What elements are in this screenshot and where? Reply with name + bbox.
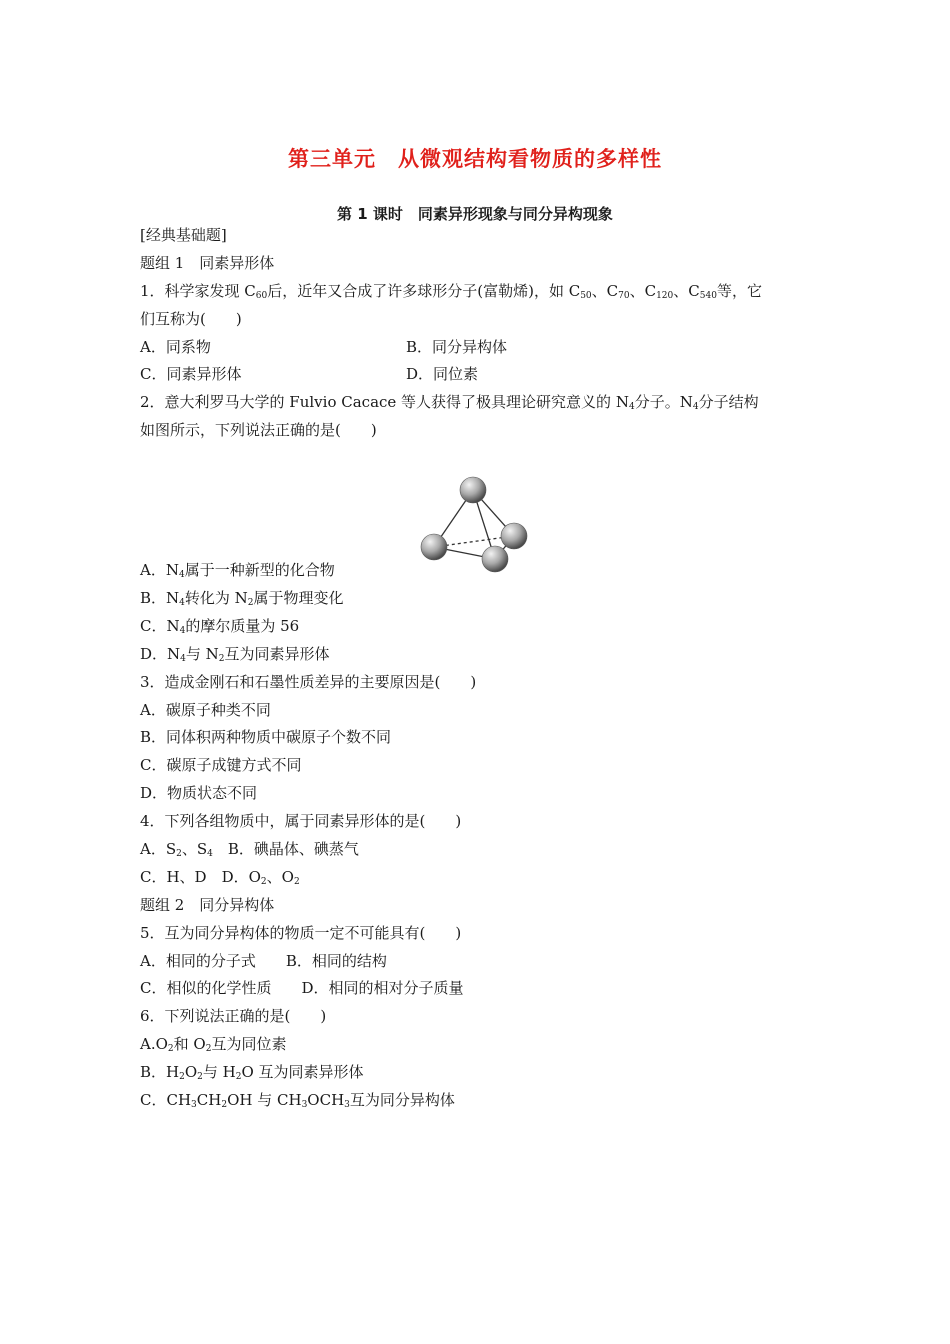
question-6-option-a: $A.O_2$和 $O_2$互为同位素 <box>140 1035 287 1055</box>
question-1-stem: 1．科学家发现 $C_{60}$后，近年又合成了许多球形分子(富勒烯)，如 $C_{50}$、$C_{70}$、$C_{120}$、$C_{540}$等，它 <box>140 281 762 301</box>
question-3-option-b: B．同体积两种物质中碳原子个数不同 <box>140 728 392 747</box>
atom-right <box>501 523 527 549</box>
question-6-stem: 6．下列说法正确的是( ) <box>140 1007 327 1026</box>
option-a: A．同系物 <box>140 337 211 356</box>
question-2-stem: 2．意大利罗马大学的 Fulvio Cacace 等人获得了极具理论研究意义的 $N_4$分子。$N_4$分子结构 <box>140 393 759 413</box>
atom-front <box>482 546 508 572</box>
group-heading-1: 题组 1 同素异形体 <box>140 253 275 272</box>
question-2-option-a: A．$N_4$属于一种新型的化合物 <box>140 561 335 581</box>
question-1-options-cd <box>140 361 820 389</box>
option-b: B．同分异构体 <box>406 337 508 356</box>
question-3-option-d: D．物质状态不同 <box>140 784 258 803</box>
option-d: D．同位素 <box>406 365 479 384</box>
question-5-options-cd: C．相似的化学性质 D．相同的相对分子质量 <box>140 979 464 998</box>
question-5-options-ab: A．相同的分子式 B．相同的结构 <box>140 951 387 970</box>
atom-top <box>460 477 486 503</box>
section-heading: [经典基础题] <box>140 226 227 244</box>
n4-molecule-figure <box>412 470 532 580</box>
question-6-option-b: B．$H_2O_2$与 $H_2O$ 互为同素异形体 <box>140 1063 364 1083</box>
group-heading-2: 题组 2 同分异构体 <box>140 895 275 914</box>
question-4-options-ab: A．$S_2$、$S_4$ B．碘晶体、碘蒸气 <box>140 840 359 860</box>
question-2-stem-cont: 如图所示，下列说法正确的是( ) <box>140 421 377 440</box>
page-title: 第三单元 从微观结构看物质的多样性 <box>288 147 662 171</box>
question-content <box>140 222 820 1115</box>
question-2-option-b: B．$N_4$转化为 $N_2$属于物理变化 <box>140 589 344 609</box>
question-3-stem: 3．造成金刚石和石墨性质差异的主要原因是( ) <box>140 672 477 691</box>
question-3-option-c: C．碳原子成键方式不同 <box>140 756 302 775</box>
question-4-options-cd: C．H、D D．$O_2$、$O_2$ <box>140 867 300 887</box>
question-2-option-c: C．$N_4$的摩尔质量为 56 <box>140 616 300 636</box>
question-3-option-a: A．碳原子种类不同 <box>140 700 271 719</box>
question-1-options-ab <box>140 334 820 362</box>
lesson-subtitle: 第 1 课时 同素异形现象与同分异构现象 <box>337 205 613 223</box>
question-5-stem: 5．互为同分异构体的物质一定不可能具有( ) <box>140 923 462 942</box>
question-4-stem: 4．下列各组物质中，属于同素异形体的是( ) <box>140 812 462 831</box>
question-1-stem-cont: 们互称为( ) <box>140 309 242 328</box>
option-c: C．同素异形体 <box>140 365 242 384</box>
question-2-option-d: D．$N_4$与 $N_2$互为同素异形体 <box>140 644 330 664</box>
atom-left <box>421 534 447 560</box>
question-6-option-c: C．$CH_3CH_2OH$ 与 $CH_3OCH_3$互为同分异构体 <box>140 1091 455 1111</box>
